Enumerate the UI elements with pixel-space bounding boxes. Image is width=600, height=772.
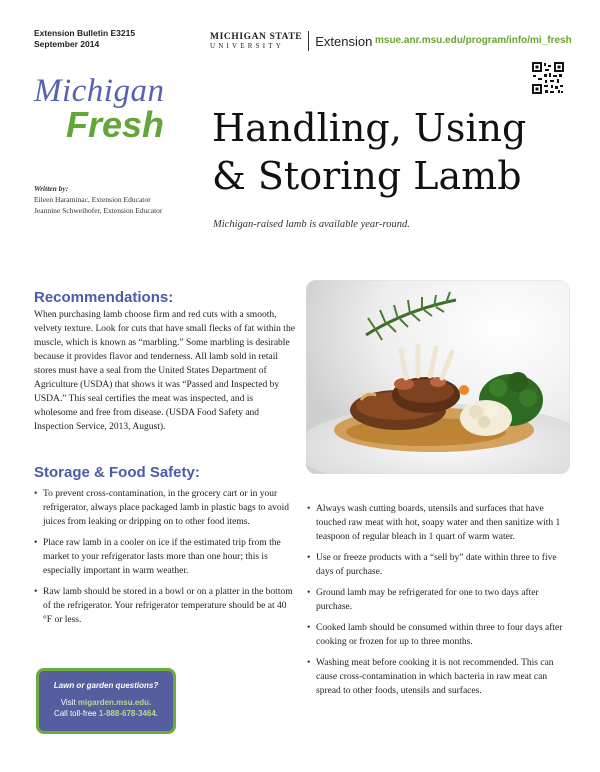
- recommendations-text: When purchasing lamb choose firm and red cuts with a smooth, velvety texture. Look for cuts that have small flecks of fat within the muscle, which is known as “marbling.” Some marbling is desirable because it provides flavor and tenderness. All lamb sold in retail stores must have a seal from the United States Department of Agriculture (USDA) that shows it was “Passed and Inspected by USDA.” This seal certifies the meat was inspected, and is wholesome and free from disease. (USDA Food Safety and Inspection Service, 2013, August).: [34, 310, 295, 432]
- program-url[interactable]: msue.anr.msu.edu/program/info/mi_fresh: [375, 35, 572, 46]
- bulletin-date: September 2014: [34, 39, 100, 49]
- msu-wordmark-line2: UNIVERSITY: [210, 41, 284, 50]
- callout-visit-label: Visit: [60, 698, 76, 707]
- bulletin-number: Extension Bulletin E3215: [34, 28, 136, 38]
- written-by-label: Written by:: [34, 184, 69, 193]
- list-item: • To prevent cross-contamination, in the grocery cart or in your refrigerator, always place packaged lamb in plastic bags to avoid juices from leaking or dripping on to other food items.: [34, 487, 296, 529]
- title-line-1: Handling, Using: [212, 106, 527, 150]
- list-item: • Washing meat before cooking it is not recommended. This can cause cross-contamination in which bacteria in raw meat can spread to other foods, utensils and surfaces.: [307, 656, 569, 698]
- title-line-2: & Storing Lamb: [212, 154, 522, 198]
- callout-question: Lawn or garden questions?: [53, 681, 159, 690]
- callout-call-line: [39, 709, 173, 718]
- logo-divider: [308, 31, 309, 51]
- list-item: • Place raw lamb in a cooler on ice if the estimated trip from the market to your refrigerator lasts more than one hour; this is especially important in warm weather.: [34, 536, 296, 578]
- list-item: • Ground lamb may be refrigerated for one to two days after purchase.: [307, 586, 569, 614]
- author-1: Eileen Haraminac, Extension Educator: [34, 195, 151, 204]
- page-title: [212, 104, 526, 200]
- callout-call-label: Call toll-free: [53, 709, 97, 718]
- callout-phone[interactable]: 1-888-678-3464.: [98, 709, 159, 718]
- storage-list-right: [307, 502, 569, 705]
- garden-questions-callout: [36, 668, 176, 734]
- subtitle: Michigan-raised lamb is available year-round.: [213, 219, 410, 230]
- bulletin-info: [34, 28, 135, 50]
- list-item: • Always wash cutting boards, utensils and surfaces that have touched raw meat with hot, soapy water and then sanitize with 1 teaspoon of regular bleach in 1 quart of warm water.: [307, 502, 569, 544]
- callout-visit-line: [39, 698, 173, 707]
- msu-wordmark: [210, 32, 302, 51]
- msu-extension-logo: [210, 31, 372, 51]
- logo-fresh-text: Fresh: [66, 104, 165, 145]
- list-item: • Use or freeze products with a “sell by” date within three to five days of purchase.: [307, 551, 569, 579]
- storage-list-left: [34, 487, 296, 634]
- qr-code-icon[interactable]: [531, 61, 565, 95]
- msu-wordmark-line1: MICHIGAN STATE: [210, 31, 303, 42]
- lamb-chops-photo: [306, 280, 570, 474]
- callout-visit-url[interactable]: migarden.msu.edu.: [77, 698, 152, 707]
- recommendations-heading: Recommendations:: [34, 289, 174, 306]
- authors-block: [34, 183, 174, 216]
- storage-heading: Storage & Food Safety:: [34, 464, 200, 481]
- logo-michigan-text: Michigan: [34, 73, 165, 109]
- list-item: • Cooked lamb should be consumed within three to four days after cooking or frozen for up to three months.: [307, 621, 569, 649]
- author-2: Jeannine Schweihofer, Extension Educator: [34, 206, 163, 215]
- list-item: • Raw lamb should be stored in a bowl or on a platter in the bottom of the refrigerator. Your refrigerator temperature should be at 40 °F or less.: [34, 585, 296, 627]
- extension-label: Extension: [315, 33, 373, 49]
